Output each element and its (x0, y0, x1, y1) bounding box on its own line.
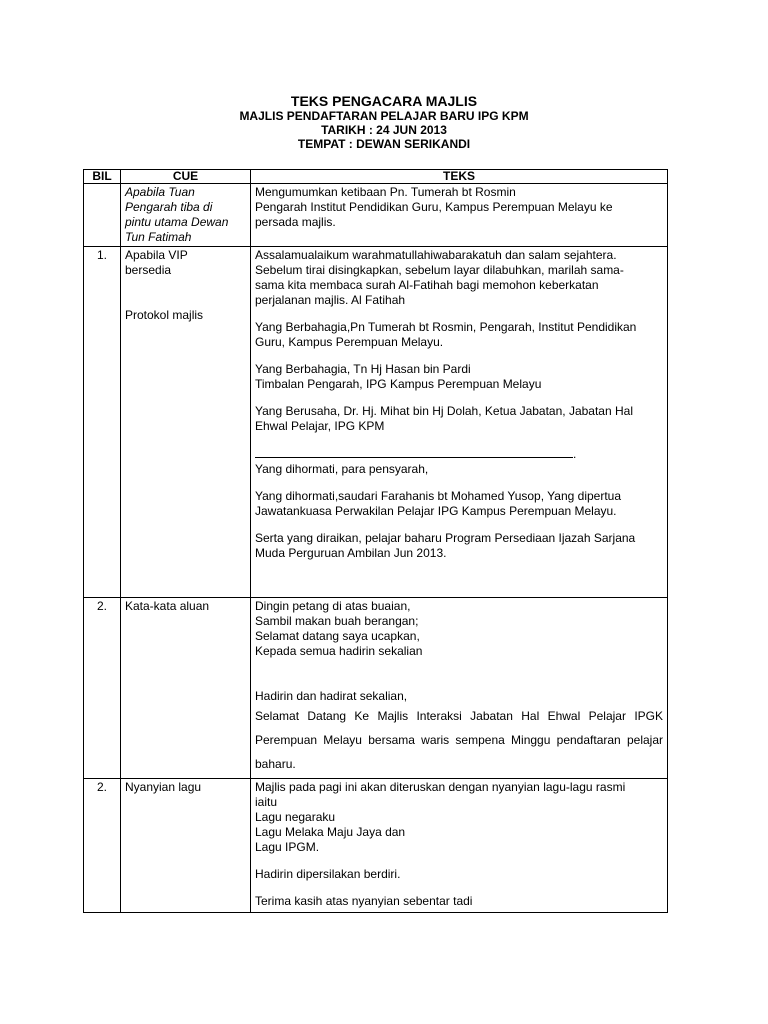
table-row (84, 184, 668, 247)
bil-cell: 2. (84, 779, 121, 913)
teks-cell: Mengumumkan ketibaan Pn. Tumerah bt Rosmin Pengarah Institut Pendidikan Guru, Kampus Perempuan Melayu ke persada majlis. (251, 184, 668, 247)
table-row (84, 779, 668, 913)
teks-cell: Assalamualaikum warahmatullahiwabarakatuh dan salam sejahtera. Sebelum tirai disingkapkan, sebelum layar dilabuhkan, marilah sama- sama kita membaca surah Al-Fatihah bagi memohon keberkatan perjalanan majlis. Al Fatihah Yang Berbahagia,Pn Tumerah bt Rosmin, Pengarah, Institut Pendidikan Guru, Kampus Perempuan Melayu. Yang Berbahagia, Tn Hj Hasan bin Pardi Timbalan Pengarah, IPG Kampus Perempuan Melayu Yang Berusaha, Dr. Hj. Mihat bin Hj Dolah, Ketua Jabatan, Jabatan Hal Ehwal Pelajar, IPG KPM . Yang dihormati, para pensyarah, Yang dihormati,saudari Farahanis bt Mohamed Yusop, Yang dipertua Jawatankuasa Perwakilan Pelajar IPG Kampus Perempuan Melayu. Serta yang diraikan, pelajar baharu Program Persediaan Ijazah Sarjana Muda Perguruan Ambilan Jun 2013. (251, 247, 668, 598)
column-header-cue: CUE (121, 170, 251, 184)
cue-cell: Apabila VIP bersedia Protokol majlis (121, 247, 251, 598)
teks-cell: Dingin petang di atas buaian, Sambil makan buah berangan; Selamat datang saya ucapkan, Kepada semua hadirin sekalian Hadirin dan hadirat sekalian, Selamat Datang Ke Majlis Interaksi Jabatan Hal Ehwal Pelajar IPGK Perempuan Melayu bersama waris sempena Minggu pendaftaran pelajar baharu. (251, 598, 668, 779)
cue-cell: Apabila Tuan Pengarah tiba di pintu utama Dewan Tun Fatimah (121, 184, 251, 247)
bil-cell: 1. (84, 247, 121, 598)
table-row (84, 598, 668, 779)
teks-cell: Majlis pada pagi ini akan diteruskan dengan nyanyian lagu-lagu rasmi iaitu Lagu negaraku Lagu Melaka Maju Jaya dan Lagu IPGM. Hadirin dipersilakan berdiri. Terima kasih atas nyanyian sebentar tadi (251, 779, 668, 913)
event-venue: TEMPAT : DEWAN SERIKANDI (297, 137, 471, 151)
table-header-row (84, 170, 668, 184)
event-date: TARIKH : 24 JUN 2013 (321, 123, 447, 137)
blank-line (255, 446, 573, 458)
event-name: MAJLIS PENDAFTARAN PELAJAR BARU IPG KPM (239, 109, 529, 123)
cue-cell: Kata-kata aluan (121, 598, 251, 779)
column-header-bil: BIL (84, 170, 121, 184)
script-table (83, 169, 668, 913)
bil-cell (84, 184, 121, 247)
document-title: TEKS PENGACARA MAJLIS (290, 93, 478, 109)
cue-cell: Nyanyian lagu (121, 779, 251, 913)
document-header (0, 93, 768, 151)
column-header-teks: TEKS (251, 170, 668, 184)
table-row (84, 247, 668, 598)
bil-cell: 2. (84, 598, 121, 779)
